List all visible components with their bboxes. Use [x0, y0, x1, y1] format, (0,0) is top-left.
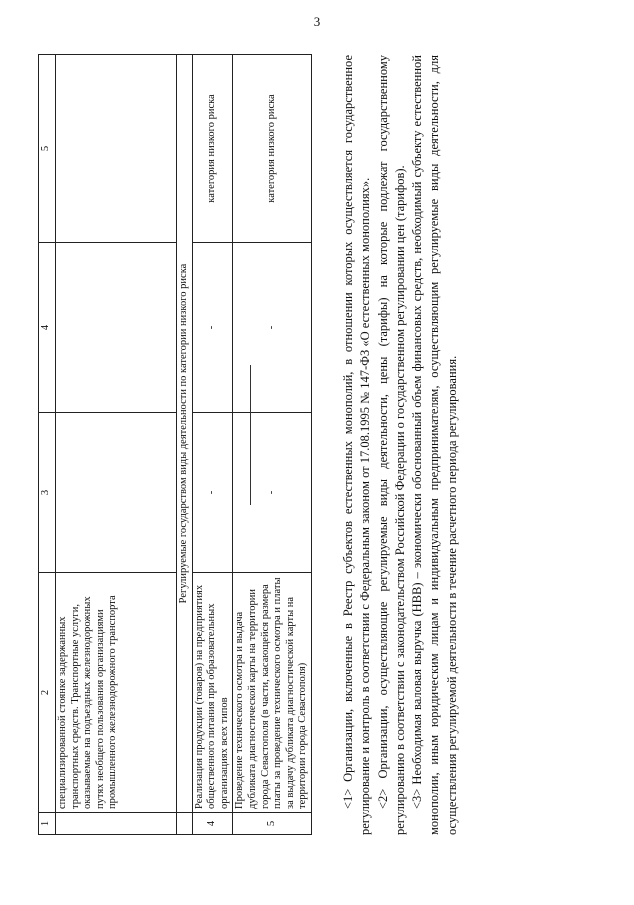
row-number: 5 [233, 813, 312, 835]
row-number: 4 [192, 813, 233, 835]
table-cell [56, 55, 177, 243]
footnote: <3> Необходимая валовая выручка (НВВ) – экономически обоснованный объем финансовых средств, необходимый субъекту естественной монополии, иным юридическим лицам и индивидуальным предпринимателям, осуществляющим регулируемые виды деятельности, для осуществления регулируемой деятельности в течение расчетного периода регулирования. [410, 55, 459, 835]
table-cell: - [192, 243, 233, 413]
section-title: Регулируемые государством виды деятельности по категории низкого риска [177, 55, 193, 813]
footnote: <1> Организации, включенные в Реестр субъектов естественных монополий, в отношении которых осуществляется государственное регулирование и контроль в соответствии с Федеральным законом от 17.08.1995 № 147-ФЗ «О естественных монополиях». [341, 55, 373, 835]
table-row [233, 55, 312, 835]
activity-description: Проведение технического осмотра и выдача дубликата диагностической карты на территории города Севастополя (в части, касающейся размера платы за проведение технического осмотра и платы за выдачу дубликата диагностической карты на территории города Севастополя) [233, 573, 312, 813]
column-header: 3 [39, 413, 56, 573]
risk-category-table [38, 54, 312, 835]
divider-line [250, 365, 251, 505]
risk-category-cell: категория низкого риска [192, 55, 233, 243]
risk-category-cell: категория низкого риска [233, 55, 312, 243]
column-header: 1 [39, 813, 56, 835]
table-cell: - [233, 243, 312, 413]
footnotes [340, 55, 461, 835]
column-header: 4 [39, 243, 56, 413]
column-header: 2 [39, 573, 56, 813]
table-header-row [39, 55, 56, 835]
footnote: <2> Организации, осуществляющие регулируемые виды деятельности, цены (тарифы) на которые подлежат государственному регулированию в соответствии с законодательством Российской Федерации о государственном регулировании цен (тарифов). [375, 55, 407, 835]
row-number [56, 813, 177, 835]
activity-description: специализированной стоянке задержанных транспортных средств. Транспортные услуги, оказываемые на подъездных железнодорожных путях необщего пользования организациями промышленного железнодорожного транспорта [56, 573, 177, 813]
column-header: 5 [39, 55, 56, 243]
table-row [192, 55, 233, 835]
table-cell: - [233, 413, 312, 573]
rotated-page-content [30, 45, 605, 845]
table-cell [56, 413, 177, 573]
section-title-row [177, 55, 193, 835]
activity-description: Реализация продукции (товаров) на предприятиях общественного питания при образовательных организациях всех типов [192, 573, 233, 813]
table-row [56, 55, 177, 835]
table-cell [56, 243, 177, 413]
page-number: 3 [313, 14, 321, 29]
table-cell: - [192, 413, 233, 573]
